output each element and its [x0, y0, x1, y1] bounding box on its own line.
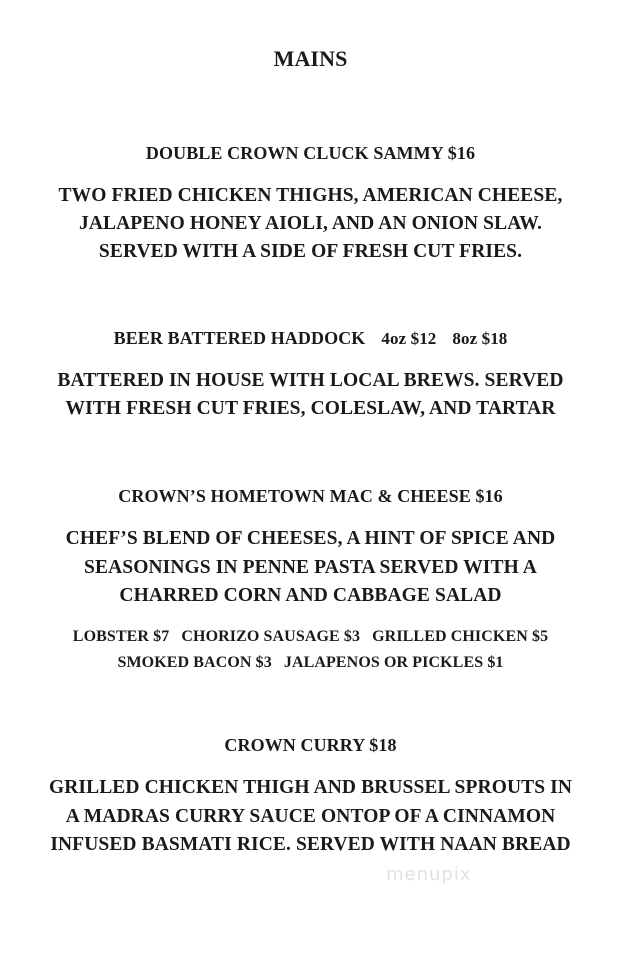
addons-row: [0, 654, 621, 672]
addon-grilled-chicken: GRILLED CHICKEN $5: [372, 628, 549, 645]
item-description-line: WITH FRESH CUT FRIES, COLESLAW, AND TARTAR: [65, 398, 556, 419]
section-title: MAINS: [273, 46, 348, 71]
item-description-line: TWO FRIED CHICKEN THIGHS, AMERICAN CHEESE,: [58, 185, 563, 206]
watermark-logo: menupix: [386, 864, 472, 885]
item-description-line: BATTERED IN HOUSE WITH LOCAL BREWS. SERVED: [57, 370, 564, 391]
price-small: 4oz $12: [381, 329, 437, 348]
item-name-haddock: BEER BATTERED HADDOCK: [113, 328, 366, 348]
item-description-line: A MADRAS CURRY SAUCE ONTOP OF A CINNAMON: [65, 806, 556, 827]
item-description-line: SEASONINGS IN PENNE PASTA SERVED WITH A: [84, 557, 537, 578]
item-description-line: JALAPENO HONEY AIOLI, AND AN ONION SLAW.: [78, 213, 543, 234]
item-name-cluck-sammy: DOUBLE CROWN CLUCK SAMMY $16: [145, 143, 476, 163]
item-description-line: GRILLED CHICKEN THIGH AND BRUSSEL SPROUTS IN: [48, 777, 573, 798]
item-name-haddock-row: [0, 328, 621, 349]
item-description-line: CHEF’S BLEND OF CHEESES, A HINT OF SPICE AND: [65, 528, 556, 549]
addons-row: [0, 628, 621, 646]
item-description-line: SERVED WITH A SIDE OF FRESH CUT FRIES.: [98, 241, 523, 262]
item-description-line: CHARRED CORN AND CABBAGE SALAD: [119, 585, 502, 606]
addon-smoked-bacon: SMOKED BACON $3: [117, 654, 272, 671]
addon-chorizo: CHORIZO SAUSAGE $3: [181, 628, 361, 645]
addon-lobster: LOBSTER $7: [72, 628, 170, 645]
item-name-crown-curry: CROWN CURRY $18: [224, 735, 397, 755]
item-description-line: INFUSED BASMATI RICE. SERVED WITH NAAN BREAD: [50, 834, 571, 855]
item-name-mac-cheese: CROWN’S HOMETOWN MAC & CHEESE $16: [118, 486, 503, 506]
price-large: 8oz $18: [452, 329, 508, 348]
addon-jalapenos-pickles: JALAPENOS OR PICKLES $1: [283, 654, 504, 671]
